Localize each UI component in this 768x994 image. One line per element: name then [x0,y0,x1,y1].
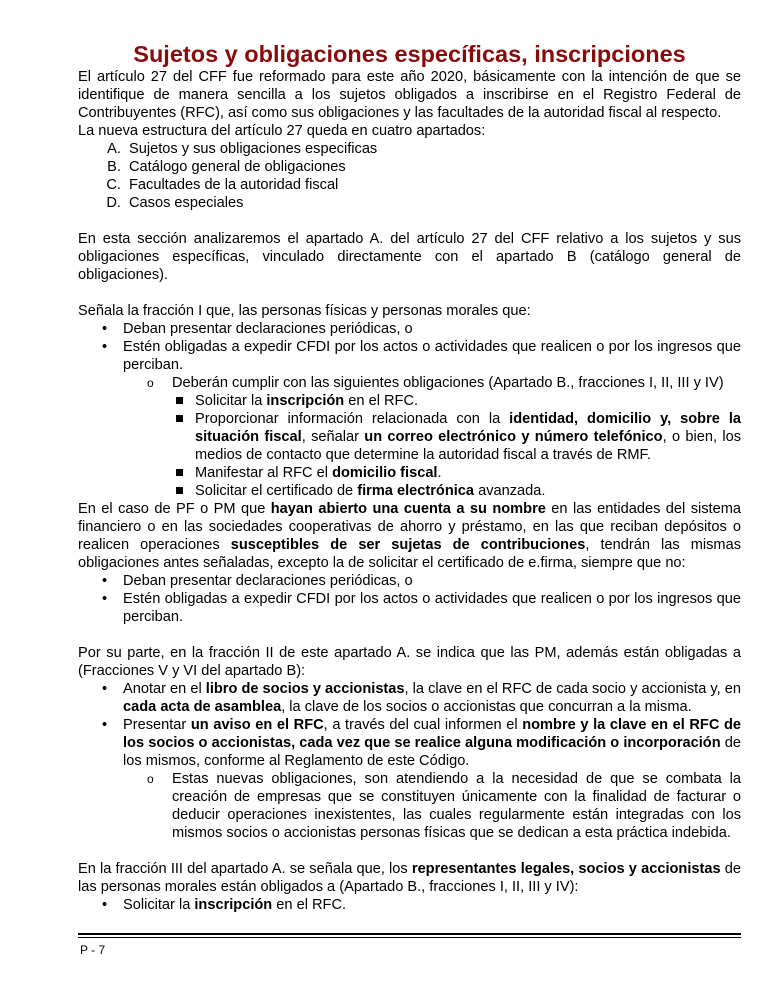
pf-pm-list [78,572,741,626]
bullet-icon: • [102,681,108,697]
fraccion-i-list [78,320,741,500]
fraccion-i-lead: Señala la fracción I que, las personas físicas y personas morales que: [78,303,531,319]
list-item: • Estén obligadas a expedir CFDI por los actos o actividades que realicen o por los ingresos que perciban. [102,591,741,625]
obligaciones-items [172,392,741,500]
list-item: • Estén obligadas a expedir CFDI por los actos o actividades que realicen o por los ingresos que perciban. o Deberán cumplir con las siguientes obligaciones (Apartado B., fracciones I, II, III y IV) Solicitar la inscripción en el RFC. Proporcionar información relacionada con la identidad, domicilio y, sobre la situación fiscal, señalar un correo electrónico y número telefónico, o bien, los medios de contacto que determine la autoridad fiscal a través de RMF. Manifestar al RFC el domicilio fiscal. Solicitar el certificado de firma electrónica avanzada. [102,339,742,499]
list-item: Solicitar la inscripción en el RFC. [172,392,741,410]
fraccion-ii-list [78,680,741,842]
square-bullet-icon [176,487,183,494]
circle-bullet-icon: o [147,772,154,786]
square-bullet-icon [176,415,183,422]
structure-paragraph: La nueva estructura del artículo 27 queda en cuatro apartados: [78,123,486,139]
fraccion-ii-sublist [123,770,741,842]
bullet-icon: • [102,897,108,913]
list-item: D. Casos especiales [125,194,741,212]
list-item: A. Sujetos y sus obligaciones especificas [125,140,741,158]
bullet-icon: • [102,591,108,607]
list-item: Proporcionar información relacionada con la identidad, domicilio y, sobre la situación fiscal, señalar un correo electrónico y número telefónico, o bien, los medios de contacto que determine la autoridad fiscal a través de RMF. [172,410,741,464]
list-item: • Deban presentar declaraciones periódicas, o [102,573,413,589]
page-number: P - 7 [80,943,106,957]
list-item: • Anotar en el libro de socios y accionistas, la clave en el RFC de cada socio y accionista y, en cada acta de asamblea, la clave de los socios o accionistas que concurran a la misma. [102,681,741,715]
bullet-icon: • [102,321,108,337]
pf-pm-paragraph: En el caso de PF o PM que hayan abierto una cuenta a su nombre en las entidades del sistema financiero o en las sociedades cooperativas de ahorro y préstamo, en las que reciban depósitos o realicen operaciones susceptibles de ser sujetas de contribuciones, tendrán las mismas obligaciones antes señaladas, excepto la de solicitar el certificado de e.firma, siempre que no: [78,501,741,571]
fraccion-ii-lead: Por su parte, en la fracción II de este apartado A. se indica que las PM, además están obligadas a (Fracciones V y VI del apartado B): [78,645,741,679]
footer-divider-thin [78,937,741,938]
intro-paragraph: El artículo 27 del CFF fue reformado para este año 2020, básicamente con la intención de que se identifique de manera sencilla a los sujetos obligados a inscribirse en el Registro Federal de Contribuyentes (RFC), así como sus obligaciones y las facultades de la autoridad fiscal al respecto. [78,69,741,121]
fraccion-iii-paragraph: En la fracción III del apartado A. se señala que, los representantes legales, socios y accionistas de las personas morales están obligados a (Apartado B., fracciones I, II, III y IV): [78,861,741,895]
analysis-paragraph: En esta sección analizaremos el apartado A. del artículo 27 del CFF relativo a los sujetos y sus obligaciones específicas, vinculado directamente con el apartado B (catálogo general de obligaciones). [78,231,741,283]
list-item: • Deban presentar declaraciones periódicas, o [102,321,413,337]
list-item: Solicitar el certificado de firma electrónica avanzada. [172,482,741,500]
list-item: o Estas nuevas obligaciones, son atendiendo a la necesidad de que se combata la creación de empresas que se constituyen únicamente con la finalidad de facturar o deducir operaciones inexistentes, las cuales regularmente están integradas con los mismos socios o accionistas personas físicas que se dedican a esta práctica indebida. [147,771,741,841]
list-item: • Solicitar la inscripción en el RFC. [102,897,347,913]
list-item: B. Catálogo general de obligaciones [125,158,741,176]
apartados-list [78,140,741,212]
obligaciones-sublist [123,374,741,500]
bullet-icon: • [102,573,108,589]
bullet-icon: • [102,717,108,733]
list-item: • Presentar un aviso en el RFC, a través del cual informen el nombre y la clave en el RFC de los socios o accionistas, cada vez que se realice alguna modificación o incorporación de los mismos, conforme al Reglamento de este Código. o Estas nuevas obligaciones, son atendiendo a la necesidad de que se combata la creación de empresas que se constituyen únicamente con la finalidad de facturar o deducir operaciones inexistentes, las cuales regularmente están integradas con los mismos socios o accionistas personas físicas que se dedican a esta práctica indebida. [102,717,742,841]
list-item: Manifestar al RFC el domicilio fiscal. [172,464,741,482]
footer-divider [78,933,741,935]
square-bullet-icon [176,397,183,404]
circle-bullet-icon: o [147,376,154,390]
fraccion-iii-list [78,896,741,914]
page-content [78,40,741,914]
bullet-icon: • [102,339,108,355]
list-item: o Deberán cumplir con las siguientes obligaciones (Apartado B., fracciones I, II, III y IV) Solicitar la inscripción en el RFC. Proporcionar información relacionada con la identidad, domicilio y, sobre la situación fiscal, señalar un correo electrónico y número telefónico, o bien, los medios de contacto que determine la autoridad fiscal a través de RMF. Manifestar al RFC el domicilio fiscal. Solicitar el certificado de firma electrónica avanzada. [147,375,742,499]
square-bullet-icon [176,469,183,476]
list-item: C. Facultades de la autoridad fiscal [125,176,741,194]
page-title: Sujetos y obligaciones específicas, inscripciones [133,41,686,67]
